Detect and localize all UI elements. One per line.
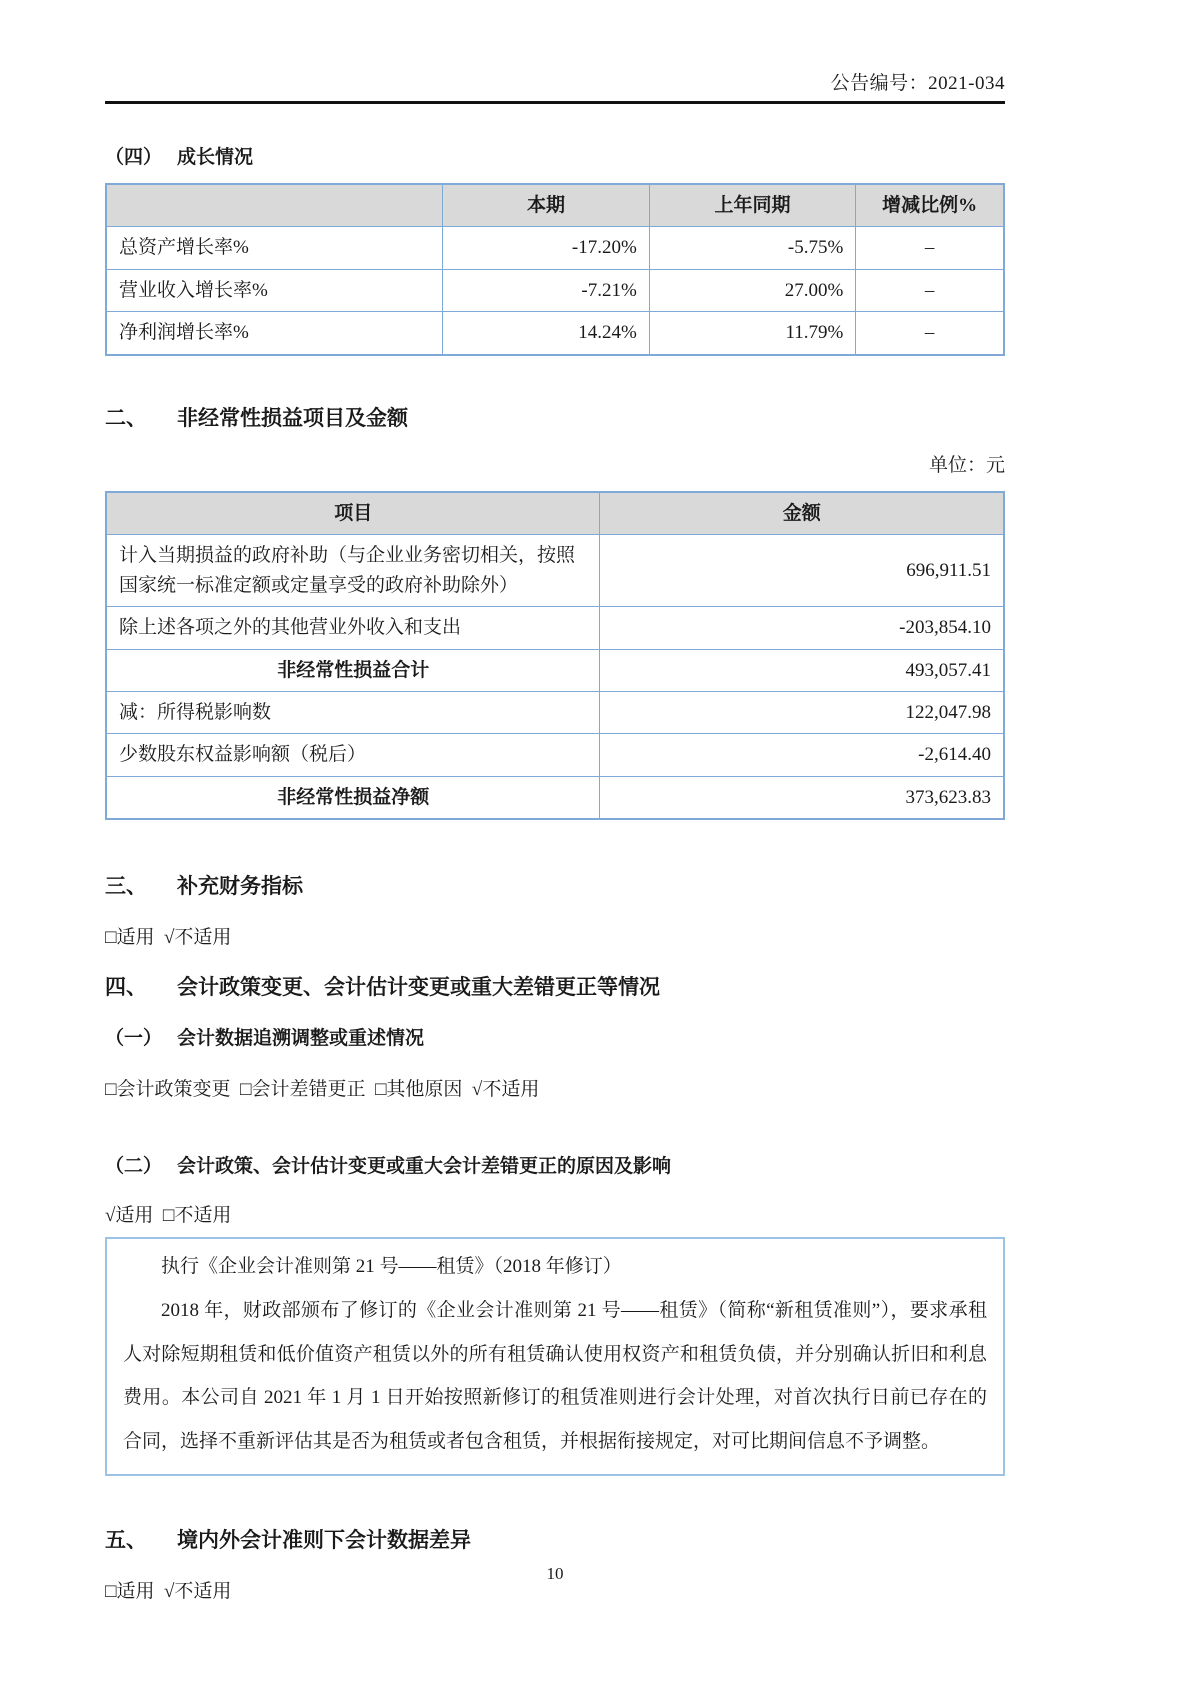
section-standards-difference-title: 境内外会计准则下会计数据差异 xyxy=(177,1528,471,1552)
subsection-restatement-heading xyxy=(105,1023,1005,1050)
growth-table-header-row xyxy=(106,184,1004,227)
nonrecurring-row-amount: 373,623.83 xyxy=(600,776,1004,819)
section-nonrecurring-title: 非经常性损益项目及金额 xyxy=(177,406,408,430)
section-accounting-change-label: 四、 xyxy=(105,976,147,1000)
nonrecurring-col-item: 项目 xyxy=(106,492,600,535)
restatement-checkbox-options: □会计政策变更 □会计差错更正 □其他原因 √不适用 xyxy=(105,1079,540,1101)
growth-row-prior: -5.75% xyxy=(649,227,856,269)
section-growth-label: （四） xyxy=(105,147,163,168)
growth-row-change: – xyxy=(856,269,1004,311)
nonrecurring-row-item: 非经常性损益合计 xyxy=(106,649,600,691)
growth-table xyxy=(105,183,1005,356)
header-divider xyxy=(105,101,1005,104)
standards-difference-applicability-options: □适用 √不适用 xyxy=(105,1580,232,1602)
policy-box-title: 执行《企业会计准则第 21 号——租赁》（2018 年修订） xyxy=(161,1256,622,1278)
nonrecurring-row-item: 计入当期损益的政府补助（与企业业务密切相关，按照国家统一标准定额或定量享受的政府补助除外） xyxy=(106,535,600,607)
unit-note: 单位：元 xyxy=(928,454,1005,476)
section-supplementary-label: 三、 xyxy=(105,875,147,899)
nonrecurring-row-amount: -2,614.40 xyxy=(600,734,1004,776)
growth-col-prior: 上年同期 xyxy=(649,184,856,227)
table-row xyxy=(106,607,1004,649)
nonrecurring-row-item: 减：所得税影响数 xyxy=(106,691,600,733)
subsection-reason-heading xyxy=(105,1151,1005,1178)
table-row-subtotal xyxy=(106,649,1004,691)
table-row xyxy=(106,691,1004,733)
growth-row-current: -7.21% xyxy=(443,269,650,311)
section-supplementary-heading xyxy=(105,870,1005,900)
growth-row-current: 14.24% xyxy=(443,312,650,355)
growth-row-prior: 11.79% xyxy=(649,312,856,355)
table-row xyxy=(106,734,1004,776)
section-supplementary-title: 补充财务指标 xyxy=(177,875,303,899)
growth-row-change: – xyxy=(856,227,1004,269)
growth-col-change: 增减比例% xyxy=(856,184,1004,227)
nonrecurring-row-item: 除上述各项之外的其他营业外收入和支出 xyxy=(106,607,600,649)
growth-row-current: -17.20% xyxy=(443,227,650,269)
growth-row-item: 营业收入增长率% xyxy=(106,269,443,311)
announcement-number: 公告编号：2021-034 xyxy=(830,73,1005,94)
supplementary-applicability-options: □适用 √不适用 xyxy=(105,927,232,949)
section-standards-difference-label: 五、 xyxy=(105,1528,147,1552)
page-number: 10 xyxy=(546,1564,564,1583)
growth-row-change: – xyxy=(856,312,1004,355)
subsection-reason-title: 会计政策、会计估计变更或重大会计差错更正的原因及影响 xyxy=(177,1156,672,1178)
growth-col-current: 本期 xyxy=(443,184,650,227)
growth-col-item xyxy=(106,184,443,227)
nonrecurring-row-amount: 493,057.41 xyxy=(600,649,1004,691)
growth-row-prior: 27.00% xyxy=(649,269,856,311)
subsection-restatement-label: （一） xyxy=(105,1028,163,1050)
subsection-restatement-title: 会计数据追溯调整或重述情况 xyxy=(177,1028,425,1050)
policy-box-paragraph: 2018 年，财政部颁布了修订的《企业会计准则第 21 号——租赁》（简称“新租赁准则”），要求承租人对除短期租赁和低价值资产租赁以外的所有租赁确认使用权资产和租赁负债，并分别确认折旧和利息费用。本公司自 2021 年 1 月 1 日开始按照新修订的租赁准则进行会计处理，对首次执行日前已存在的合同，选择不重新评估其是否为租赁或者包含租赁，并根据衔接规定，对可比期间信息不予调整。 xyxy=(123,1299,987,1452)
table-row xyxy=(106,269,1004,311)
growth-row-item: 净利润增长率% xyxy=(106,312,443,355)
nonrecurring-row-amount: 696,911.51 xyxy=(600,535,1004,607)
nonrecurring-row-amount: -203,854.10 xyxy=(600,607,1004,649)
policy-change-text-box xyxy=(105,1237,1005,1475)
nonrecurring-table-header-row xyxy=(106,492,1004,535)
nonrecurring-table xyxy=(105,491,1005,821)
section-accounting-change-title: 会计政策变更、会计估计变更或重大差错更正等情况 xyxy=(177,976,660,1000)
section-growth-title: 成长情况 xyxy=(177,147,254,168)
nonrecurring-row-item: 非经常性损益净额 xyxy=(106,776,600,819)
table-row xyxy=(106,227,1004,269)
section-accounting-change-heading xyxy=(105,971,1005,1001)
growth-row-item: 总资产增长率% xyxy=(106,227,443,269)
nonrecurring-row-item: 少数股东权益影响额（税后） xyxy=(106,734,600,776)
reason-applicability-options: √适用 □不适用 xyxy=(105,1205,232,1227)
document-page xyxy=(105,0,1005,1603)
nonrecurring-col-amount: 金额 xyxy=(600,492,1004,535)
table-row xyxy=(106,312,1004,355)
table-row-total xyxy=(106,776,1004,819)
section-growth-heading xyxy=(105,142,1005,169)
subsection-reason-label: （二） xyxy=(105,1156,163,1178)
section-nonrecurring-heading xyxy=(105,402,1005,432)
table-row xyxy=(106,535,1004,607)
section-nonrecurring-label: 二、 xyxy=(105,406,147,430)
section-standards-difference-heading xyxy=(105,1524,1005,1554)
nonrecurring-row-amount: 122,047.98 xyxy=(600,691,1004,733)
